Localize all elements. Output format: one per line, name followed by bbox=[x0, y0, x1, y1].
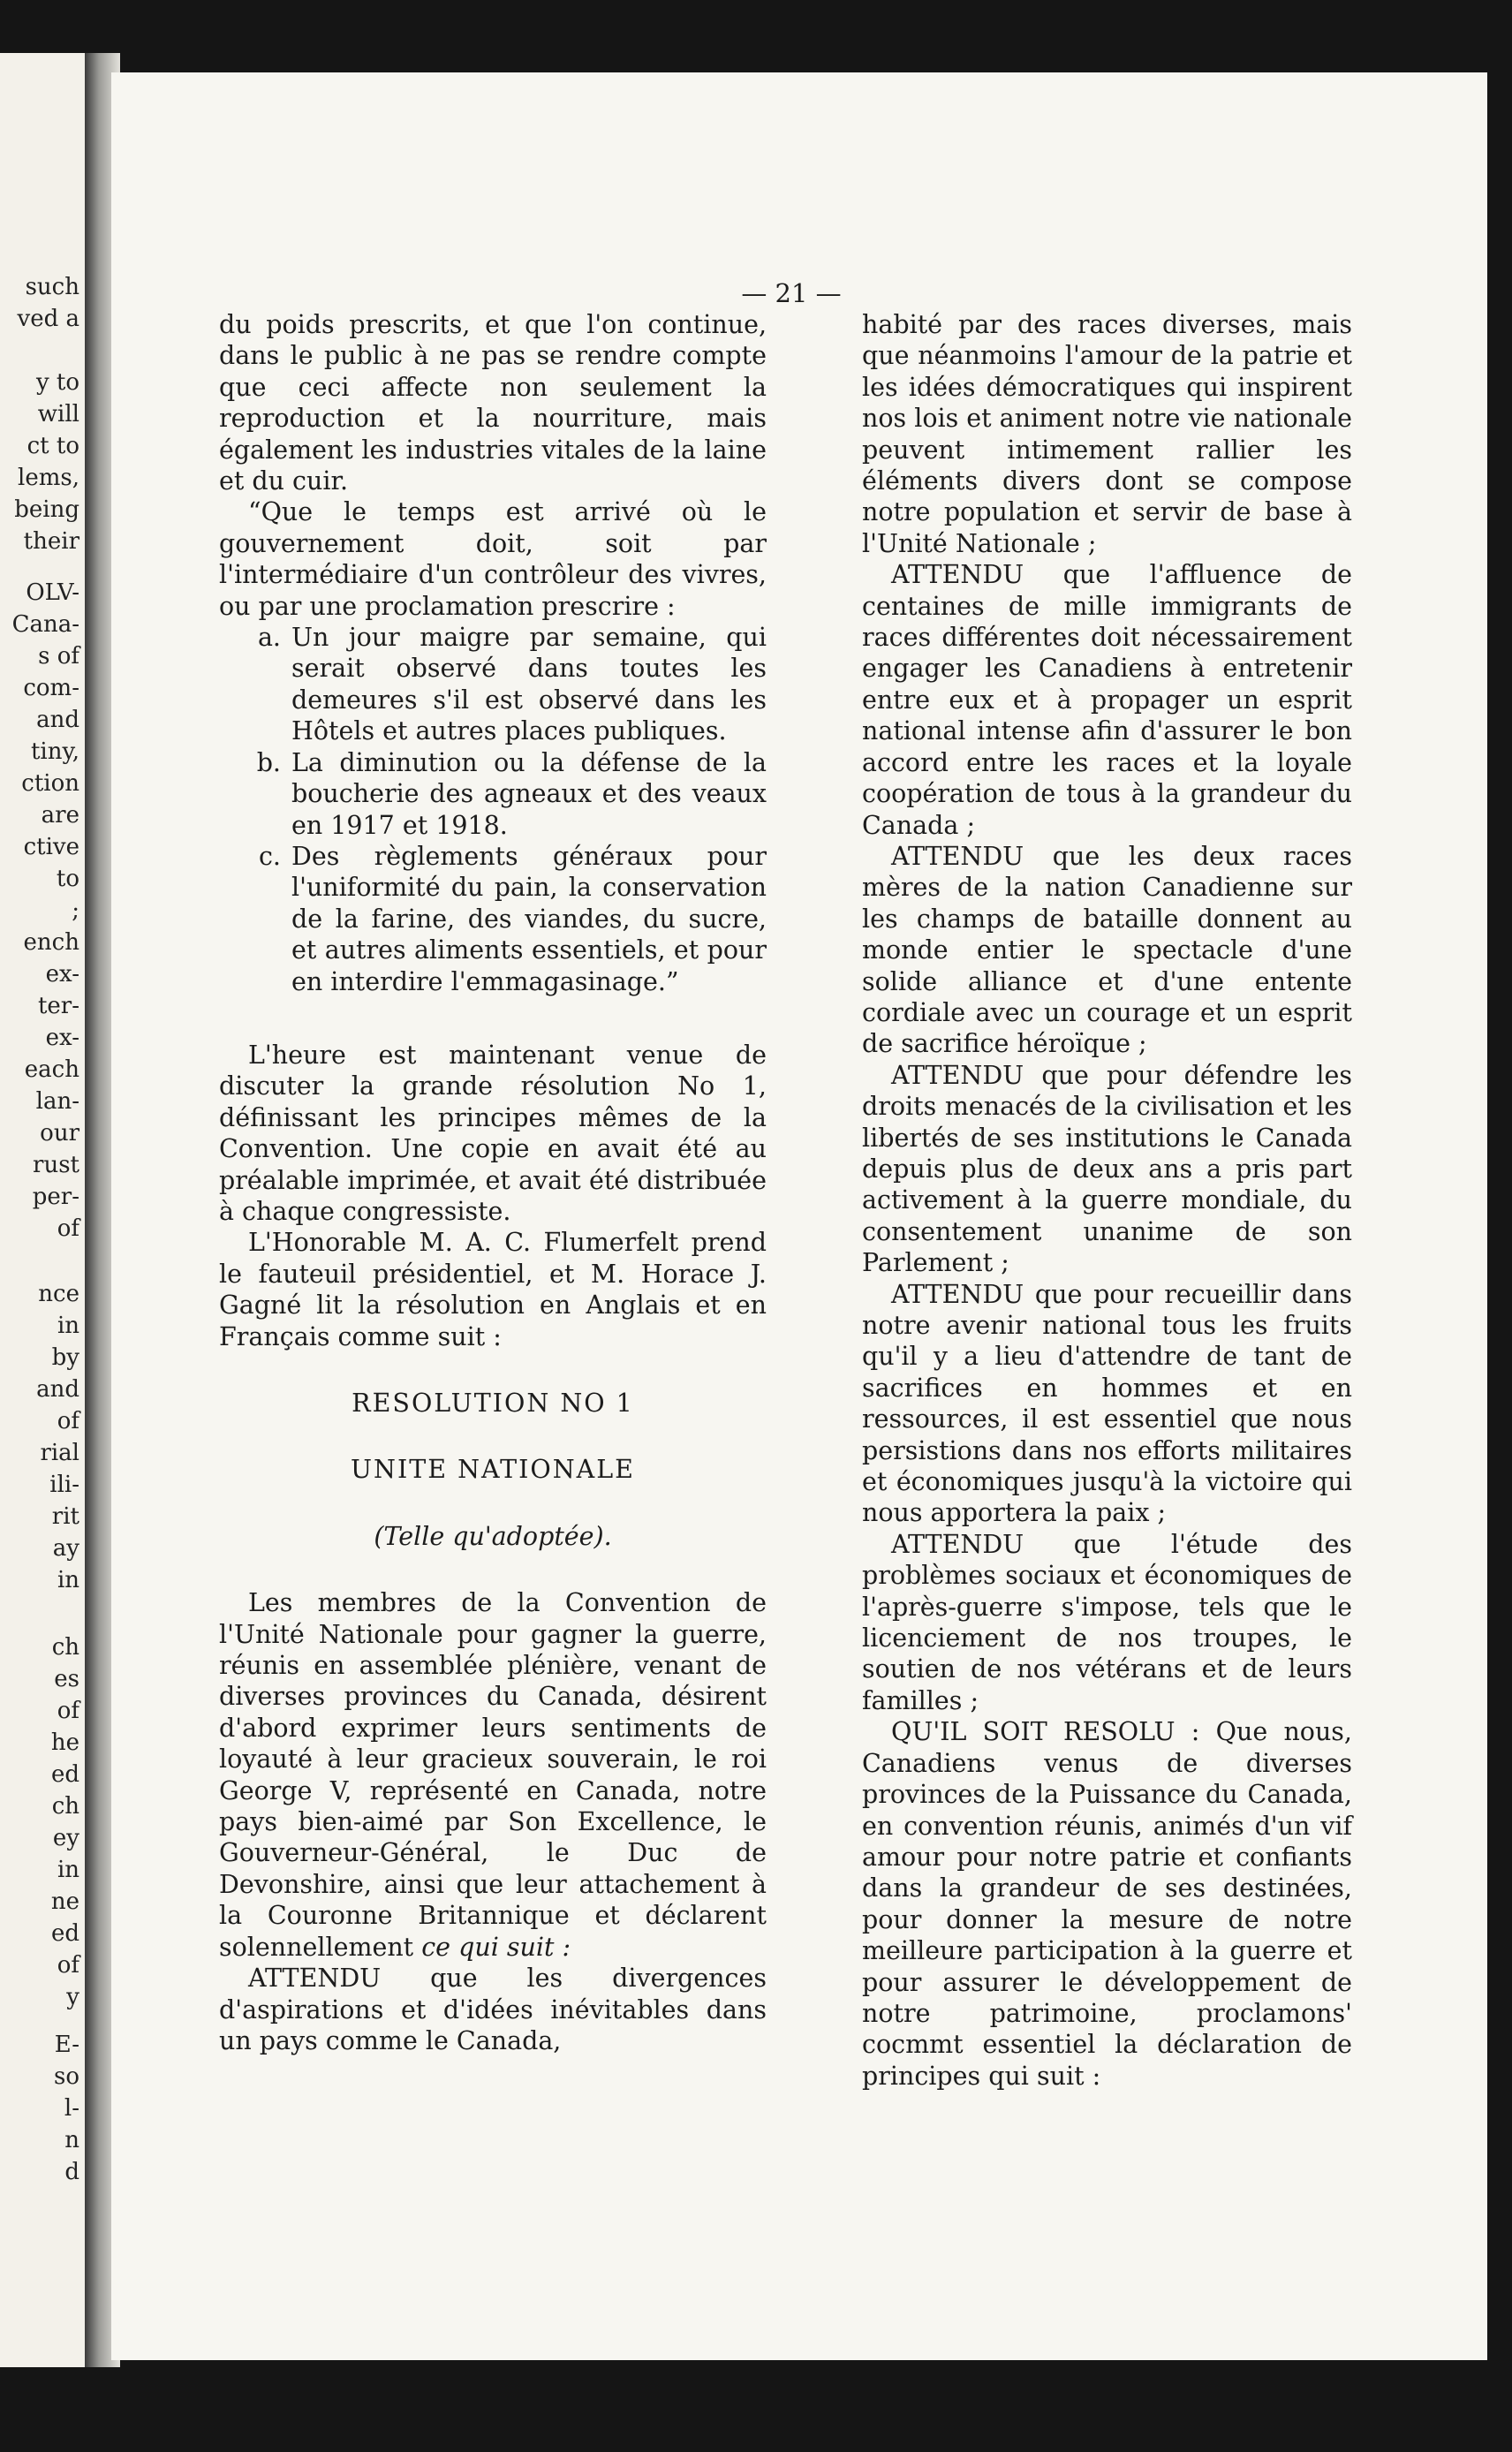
right-column bbox=[862, 309, 1352, 2092]
list-marker: c. bbox=[258, 841, 281, 871]
paragraph: L'heure est maintenant venue de discuter la grande résolution No 1, définissant les principes mêmes de la Convention. Une copie en avait été au préalable imprimée, et avait été distribuée à chaque congressiste. bbox=[219, 1040, 767, 1226]
facing-page-fragment: tiny, bbox=[30, 738, 79, 765]
facing-page-fragment: such bbox=[25, 274, 79, 300]
facing-page-fragment: their bbox=[23, 528, 79, 555]
facing-page-fragment: lan- bbox=[35, 1088, 79, 1115]
facing-page-fragment: rust bbox=[33, 1152, 79, 1178]
facing-page-fragment: ay bbox=[52, 1535, 79, 1562]
list-marker: b. bbox=[256, 747, 281, 777]
facing-page-fragment: y bbox=[66, 1984, 79, 2010]
facing-page-fragment: OLV- bbox=[26, 579, 79, 606]
paragraph-tail: ce qui suit : bbox=[421, 1932, 571, 1962]
facing-page-fragment: ex- bbox=[45, 961, 79, 988]
list-marker: a. bbox=[257, 623, 281, 653]
list-item-text: La diminution ou la défense de la boucherie des agneaux et des veaux en 1917 et 1918. bbox=[291, 747, 767, 840]
facing-page-fragment: es bbox=[54, 1666, 79, 1692]
facing-page-fragment: and bbox=[36, 1376, 79, 1403]
facing-page-fragment: ctive bbox=[23, 834, 79, 860]
paragraph: L'Honorable M. A. C. Flumerfelt prend le fauteuil présidentiel, et M. Horace J. Gagné lit la résolution en Anglais et en Français comme suit : bbox=[219, 1228, 767, 1351]
facing-page-fragment: ter- bbox=[37, 993, 79, 1019]
facing-page-edge bbox=[0, 53, 85, 2367]
facing-page-fragment: of bbox=[57, 1215, 79, 1242]
facing-page-fragment: per- bbox=[32, 1184, 79, 1210]
facing-page-fragment: in bbox=[57, 1313, 79, 1339]
facing-page-fragment: ex- bbox=[45, 1025, 79, 1051]
facing-page-fragment: to bbox=[56, 866, 79, 892]
paragraph: ATTENDU que les deux races mères de la nation Canadienne sur les champs de bataille donnent au monde entier le spectacle d'une solide alliance et d'une entente cordiale avec un courage et un esprit de sacrifice héroïque ; bbox=[862, 841, 1352, 1059]
paragraph: ATTENDU que pour recueillir dans notre avenir national tous les fruits qu'il y a lieu d'attendre de tant de sacrifices en hommes et en ressources, il est essentiel que nous persistions dans nos efforts militaires et économiques jusqu'à la victoire qui nous apportera la paix ; bbox=[862, 1279, 1352, 1528]
facing-page-fragment: of bbox=[57, 1698, 79, 1724]
list-item-text: Des règlements généraux pour l'uniformité du pain, la conservation de la farine, des viandes, du sucre, et autres aliments essentiels, et pour en interdire l'emmagasinage.” bbox=[291, 841, 767, 996]
facing-page-fragment: Cana- bbox=[11, 611, 79, 638]
paragraph: “Que le temps est arrivé où le gouvernement doit, soit par l'intermédiaire d'un contrôleur des vivres, ou par une proclamation prescrire : bbox=[219, 497, 767, 621]
facing-page-fragment: by bbox=[51, 1344, 79, 1371]
facing-page-fragment: of bbox=[57, 1408, 79, 1434]
facing-page-fragment: E- bbox=[54, 2032, 79, 2058]
facing-page-fragment: ed bbox=[50, 1761, 79, 1788]
facing-page-fragment: of bbox=[57, 1952, 79, 1979]
facing-page-fragment: ct to bbox=[26, 433, 79, 459]
resolution-subheading: UNITE NATIONALE bbox=[351, 1455, 635, 1485]
left-column bbox=[219, 309, 767, 2056]
facing-page-fragment: so bbox=[54, 2063, 79, 2090]
facing-page-fragment: being bbox=[14, 496, 79, 523]
facing-page-fragment: ; bbox=[72, 897, 79, 924]
paragraph: ATTENDU que pour défendre les droits menacés de la civilisation et les libertés de ses institutions le Canada depuis plus de deux ans a pris part activement à la guerre mondiale, du consentement unanime de son Parlement ; bbox=[862, 1060, 1352, 1278]
paragraph: QU'IL SOIT RESOLU : Que nous, Canadiens venus de diverses provinces de la Puissance du Canada, en convention réunis, animés d'un vif amour pour notre patrie et confiants dans la grandeur de ses destinées, pour donner la mesure de notre meilleure participation à la guerre et pour assurer le développement de notre patrimoine, proclamons' cocmmt essentiel la déclaration de principes qui suit : bbox=[862, 1717, 1352, 2091]
list-item bbox=[219, 841, 767, 997]
resolution-heading: RESOLUTION NO 1 bbox=[352, 1389, 634, 1418]
page bbox=[111, 72, 1487, 2360]
facing-page-fragment: will bbox=[37, 401, 79, 428]
facing-page-fragment: n bbox=[64, 2127, 79, 2153]
facing-page-fragment: com- bbox=[23, 675, 79, 701]
facing-page-fragment: ved a bbox=[17, 306, 79, 332]
facing-page-fragment: and bbox=[36, 707, 79, 733]
facing-page-fragment: lems, bbox=[18, 465, 79, 491]
facing-page-fragment: in bbox=[57, 1857, 79, 1883]
facing-page-fragment: nce bbox=[38, 1281, 79, 1307]
facing-page-fragment: he bbox=[50, 1729, 79, 1756]
paragraph-text: Les membres de la Convention de l'Unité Nationale pour gagner la guerre, réunis en assemblée plénière, venant de diverses provinces du Canada, désirent d'abord exprimer leurs sentiments de loyauté à leur gracieux souverain, le roi George V, représenté en Canada, notre pays bien-aimé par Son Excellence, le Gouverneur-Général, le Duc de Devonshire, ainsi que leur attachement à la Couronne Britannique et déclarent solennellement bbox=[219, 1588, 767, 1962]
paragraph: habité par des races diverses, mais que néanmoins l'amour de la patrie et les idées démocratiques qui inspirent nos lois et animent notre vie nationale peuvent intimement rallier les éléments divers dont se compose notre population et servir de base à l'Unité Nationale ; bbox=[862, 310, 1352, 558]
page-number: — 21 — bbox=[741, 278, 842, 308]
facing-page-fragment: ne bbox=[50, 1888, 79, 1915]
facing-page-fragment: s of bbox=[38, 643, 79, 670]
paragraph: ATTENDU que l'affluence de centaines de mille immigrants de races différentes doit nécessairement engager les Canadiens à entretenir entre eux et à propager un esprit national intense afin d'assurer le bon accord entre les races et la loyale coopération de tous à la grandeur du Canada ; bbox=[862, 560, 1352, 840]
paragraph: du poids prescrits, et que l'on continue, dans le public à ne pas se rendre compte que ceci affecte non seulement la reproduction et la nourriture, mais également les industries vitales de la laine et du cuir. bbox=[219, 310, 767, 496]
paragraph bbox=[219, 1587, 767, 1963]
facing-page-fragment: in bbox=[57, 1567, 79, 1593]
facing-page-fragment: l- bbox=[64, 2095, 79, 2122]
list-item bbox=[219, 622, 767, 747]
sub-list bbox=[219, 622, 767, 997]
facing-page-fragment: rial bbox=[40, 1440, 79, 1466]
facing-page-fragment: d bbox=[64, 2159, 79, 2185]
resolution-note: (Telle qu'adoptée). bbox=[374, 1521, 612, 1551]
facing-page-fragment: are bbox=[41, 802, 79, 829]
list-item-text: Un jour maigre par semaine, qui serait observé dans toutes les demeures s'il est observé dans les Hôtels et autres places publiques. bbox=[291, 623, 767, 746]
facing-page-fragment: y to bbox=[35, 369, 79, 396]
facing-page-fragment: ch bbox=[51, 1793, 79, 1820]
facing-page-fragment: ili- bbox=[49, 1472, 79, 1498]
paragraph: ATTENDU que les divergences d'aspirations et d'idées inévitables dans un pays comme le Canada, bbox=[219, 1964, 767, 2055]
facing-page-fragment: ed bbox=[50, 1920, 79, 1947]
facing-page-fragment: ction bbox=[21, 770, 79, 797]
facing-page-fragment: ench bbox=[23, 929, 79, 956]
facing-page-fragment: ch bbox=[51, 1634, 79, 1661]
facing-page-fragment: rit bbox=[51, 1503, 79, 1530]
list-item bbox=[219, 747, 767, 841]
facing-page-fragment: each bbox=[24, 1056, 79, 1083]
paragraph: ATTENDU que l'étude des problèmes sociaux et économiques de l'après-guerre s'impose, tels que le licenciement de nos troupes, le soutien de nos vétérans et de leurs familles ; bbox=[862, 1529, 1352, 1715]
facing-page-fragment: our bbox=[40, 1120, 79, 1147]
facing-page-fragment: ey bbox=[52, 1825, 79, 1851]
